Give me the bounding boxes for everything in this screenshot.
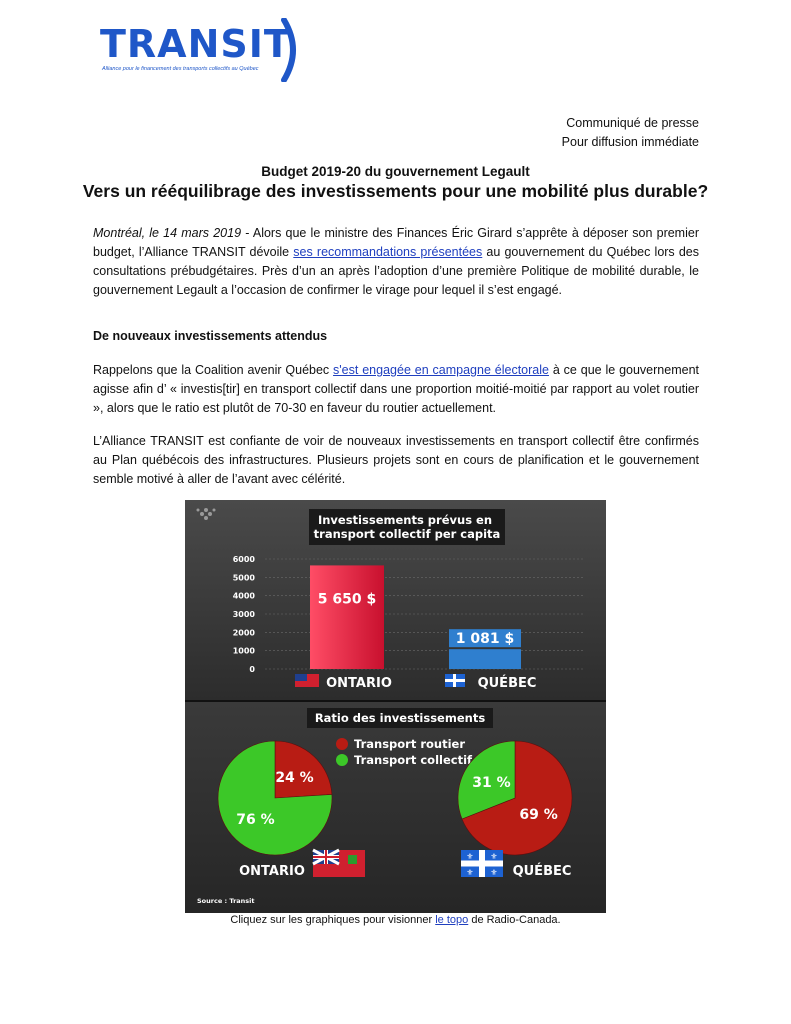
chevron-right-icon bbox=[280, 18, 306, 82]
legend-swatch bbox=[336, 738, 348, 750]
y-tick-label: 2000 bbox=[232, 628, 255, 638]
page-title: Vers un rééquilibrage des investissements pour une mobilité plus durable? bbox=[82, 181, 709, 201]
pie-slice-label: 76 % bbox=[236, 811, 275, 828]
legend-label: Transport collectif bbox=[354, 753, 473, 767]
campaign-link[interactable]: s'est engagée en campagne électorale bbox=[333, 363, 549, 377]
paragraph-coalition bbox=[93, 361, 699, 418]
pie-region-label: QUÉBEC bbox=[512, 864, 572, 879]
paragraph-text: Rappelons que la Coalition avenir Québec bbox=[93, 363, 334, 377]
bar-chart-title-line-1: Investissements prévus en bbox=[317, 513, 493, 527]
topo-link[interactable]: le topo bbox=[435, 914, 469, 926]
quebec-flag-icon bbox=[461, 850, 503, 877]
bar-chart-title-line-2: transport collectif per capita bbox=[313, 527, 501, 541]
svg-text:⚜: ⚜ bbox=[490, 868, 498, 877]
dateline: Montréal, le 14 mars 2019 bbox=[93, 226, 242, 240]
pie-slice-label: 31 % bbox=[472, 774, 511, 791]
pie-region-label: ONTARIO bbox=[239, 864, 305, 879]
chart-source: Source : Transit bbox=[197, 897, 255, 905]
transit-logo bbox=[100, 18, 310, 88]
pie-slice-label: 24 % bbox=[275, 770, 314, 787]
y-tick-label: 3000 bbox=[232, 610, 255, 619]
paragraph-text: à ce que le gouvernement agisse afin d’ « investis[tir] en transport collectif dans une proportion moitié-moitié par rapport au volet routier », alors que le ratio est plutôt de 70-30 en faveur du routier actuellement. bbox=[93, 363, 699, 415]
recommendations-link[interactable]: ses recommandations présentées bbox=[293, 245, 483, 259]
paragraph-text: au gouvernement du Québec lors des consultations prébudgétaires. Près d’un an après l’adoption d’une première Politique de mobilité durable, le gouvernement Legault a l’occasion de confirmer le virage pour lequel il s’est engagé. bbox=[93, 245, 699, 297]
bar-value-label: 1 081 $ bbox=[455, 631, 515, 648]
svg-text:⚜: ⚜ bbox=[490, 852, 498, 861]
quebec-small-flag-icon bbox=[445, 674, 465, 687]
figure-caption bbox=[0, 914, 791, 926]
logo-tagline: Alliance pour le financement des transports collectifs au Québec bbox=[102, 66, 259, 72]
bar-category-label: ONTARIO bbox=[326, 676, 392, 691]
pie-chart-title: Ratio des investissements bbox=[314, 711, 486, 725]
page-subtitle: Budget 2019-20 du gouvernement Legault bbox=[261, 164, 530, 179]
paragraph-alliance: L’Alliance TRANSIT est confiante de voir de nouveaux investissements en transport collectif être confirmés au Plan québécois des infrastructures. Plusieurs projets sont en cours de planification et le gouvernement semble motivé à aller de l’avant avec célérité. bbox=[93, 434, 699, 486]
legend-label: Transport routier bbox=[354, 737, 466, 751]
y-tick-label: 1000 bbox=[232, 646, 255, 656]
bar-chart-title bbox=[314, 513, 501, 541]
immediate-release-label: Pour diffusion immédiate bbox=[561, 135, 699, 149]
bar-category-label: QUÉBEC bbox=[477, 676, 537, 691]
pie-slice-label: 69 % bbox=[519, 807, 558, 824]
logo-wordmark: TRANSIT bbox=[100, 22, 291, 66]
ontario-flag-icon bbox=[313, 850, 365, 877]
bar bbox=[449, 649, 521, 669]
y-tick-label: 5000 bbox=[232, 573, 255, 583]
caption-text: Cliquez sur les graphiques pour visionner bbox=[230, 914, 436, 926]
caption-text: de Radio-Canada. bbox=[468, 914, 561, 926]
svg-text:⚜: ⚜ bbox=[466, 868, 474, 877]
y-tick-label: 4000 bbox=[232, 591, 255, 601]
bar-value-label: 5 650 $ bbox=[317, 591, 377, 608]
ontario-small-flag-icon bbox=[295, 674, 319, 687]
press-release-label: Communiqué de presse bbox=[566, 116, 699, 130]
y-tick-label: 0 bbox=[249, 665, 255, 674]
infographic[interactable] bbox=[185, 500, 606, 913]
y-tick-label: 6000 bbox=[232, 555, 255, 564]
svg-text:⚜: ⚜ bbox=[466, 852, 474, 861]
press-header bbox=[562, 114, 699, 152]
bar bbox=[310, 565, 384, 669]
paragraph-intro bbox=[93, 224, 699, 300]
legend-swatch bbox=[336, 754, 348, 766]
paragraph-text: - Alors que le ministre des Finances Éric Girard s’apprête à déposer son premier budget, l’Alliance TRANSIT dévoile bbox=[93, 226, 699, 259]
section-heading: De nouveaux investissements attendus bbox=[93, 329, 328, 343]
